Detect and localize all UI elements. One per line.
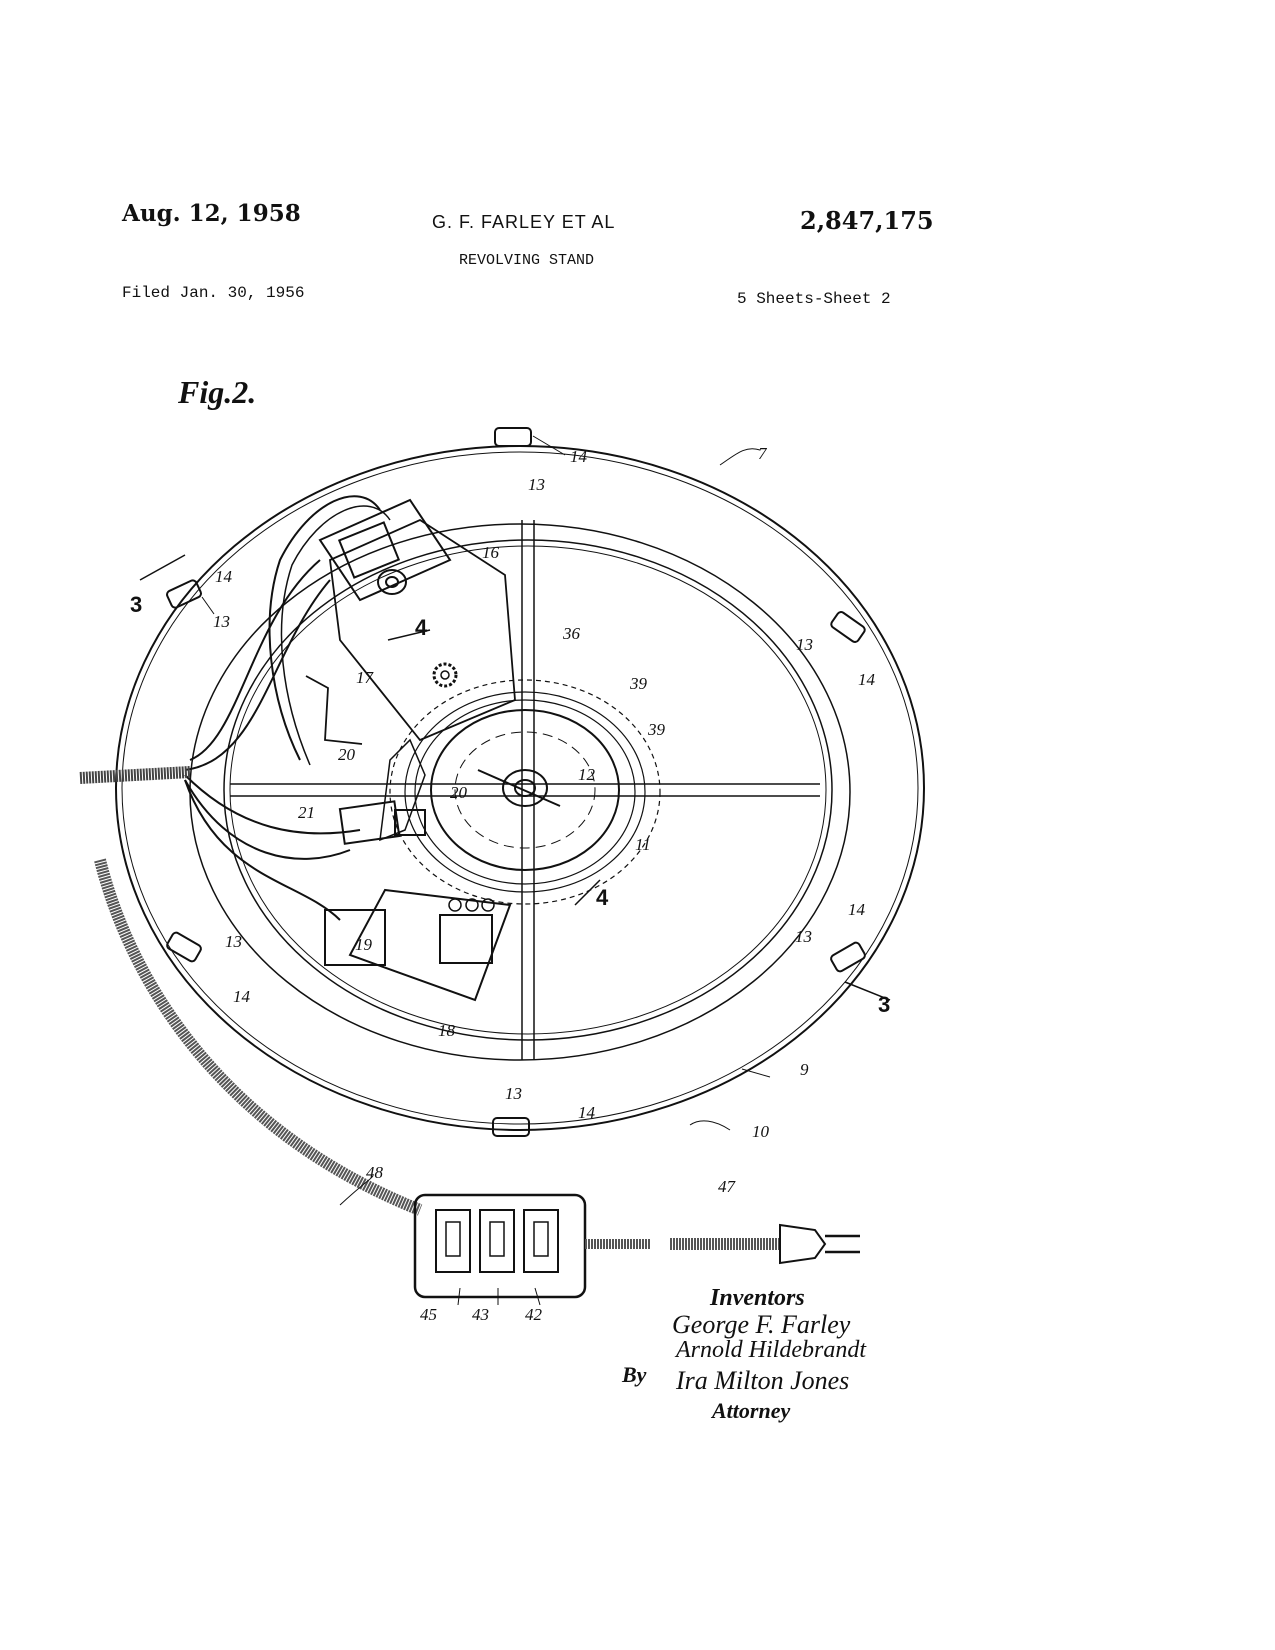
ref-18: 18 bbox=[438, 1021, 455, 1040]
patent-title: REVOLVING STAND bbox=[459, 252, 595, 269]
ref-14-bottom: 14 bbox=[578, 1103, 595, 1122]
section-4-bottom: 4 bbox=[596, 885, 609, 910]
inventors-heading: Inventors bbox=[710, 1285, 805, 1311]
section-3-right: 3 bbox=[878, 992, 891, 1017]
attorney-title: Attorney bbox=[712, 1398, 791, 1423]
switch-43 bbox=[480, 1210, 514, 1272]
inventor-name-2: Arnold Hildebrandt bbox=[676, 1337, 866, 1363]
ref-11: 11 bbox=[635, 835, 651, 854]
switch-42 bbox=[524, 1210, 558, 1272]
caster-top bbox=[495, 428, 531, 446]
ref-16: 16 bbox=[482, 543, 499, 562]
ref-14-br: 14 bbox=[848, 900, 865, 919]
patent-number: 2,847,175 bbox=[800, 206, 934, 235]
ref-39-a: 39 bbox=[630, 674, 647, 693]
caster-bottom-right bbox=[830, 941, 867, 973]
switch-unit-18 bbox=[350, 890, 510, 1000]
ref-13-br: 13 bbox=[795, 927, 812, 946]
ref-36: 36 bbox=[563, 624, 580, 643]
terminal-block-21 bbox=[340, 801, 399, 843]
caster-bottom-left bbox=[166, 931, 203, 963]
figure-label: Fig.2. bbox=[178, 374, 257, 410]
plug-47 bbox=[780, 1225, 825, 1263]
ref-48: 48 bbox=[366, 1163, 383, 1182]
ring-39 bbox=[405, 692, 645, 892]
feed-cord bbox=[80, 772, 190, 778]
patent-date: Aug. 12, 1958 bbox=[122, 200, 301, 227]
gear-17 bbox=[434, 664, 456, 686]
ref-14-top: 14 bbox=[570, 447, 587, 466]
ref-19: 19 bbox=[355, 935, 372, 954]
ref-20-a: 20 bbox=[338, 745, 355, 764]
ref-21: 21 bbox=[298, 803, 315, 822]
ref-13-bottom: 13 bbox=[505, 1084, 522, 1103]
ref-14-left: 14 bbox=[215, 567, 232, 586]
base-disc bbox=[190, 524, 850, 1060]
spindle-12 bbox=[503, 770, 547, 806]
filed-date: Filed Jan. 30, 1956 bbox=[122, 284, 305, 302]
caster-right bbox=[830, 610, 867, 643]
ref-39-b: 39 bbox=[648, 720, 665, 739]
ref-14-bl: 14 bbox=[233, 987, 250, 1006]
ref-43: 43 bbox=[472, 1305, 489, 1324]
ref-13-left: 13 bbox=[213, 612, 230, 631]
ref-13-right: 13 bbox=[796, 635, 813, 654]
ref-47: 47 bbox=[718, 1177, 735, 1196]
ref-45: 45 bbox=[420, 1305, 437, 1324]
ref-14-right: 14 bbox=[858, 670, 875, 689]
switch-45 bbox=[436, 1210, 470, 1272]
spider-frame bbox=[224, 540, 832, 1040]
ref-42: 42 bbox=[525, 1305, 542, 1324]
ref-17: 17 bbox=[356, 668, 373, 687]
ref-7: 7 bbox=[758, 444, 767, 463]
inventor-name-1: George F. Farley bbox=[672, 1310, 851, 1339]
section-4-top: 4 bbox=[415, 615, 428, 640]
ref-12: 12 bbox=[578, 765, 595, 784]
by-label: By bbox=[622, 1362, 647, 1387]
caster-left bbox=[166, 579, 203, 609]
caster-bottom bbox=[493, 1118, 529, 1136]
ref-13-bl: 13 bbox=[225, 932, 242, 951]
ref-9: 9 bbox=[800, 1060, 809, 1079]
ref-10: 10 bbox=[752, 1122, 769, 1141]
ref-20-b: 20 bbox=[450, 783, 467, 802]
inventor-line: G. F. FARLEY ET AL bbox=[432, 212, 616, 232]
attorney-signature: Ira Milton Jones bbox=[676, 1366, 850, 1395]
sheet-info: 5 Sheets-Sheet 2 bbox=[737, 290, 891, 308]
section-3-left: 3 bbox=[130, 592, 143, 617]
ref-13-top: 13 bbox=[528, 475, 545, 494]
